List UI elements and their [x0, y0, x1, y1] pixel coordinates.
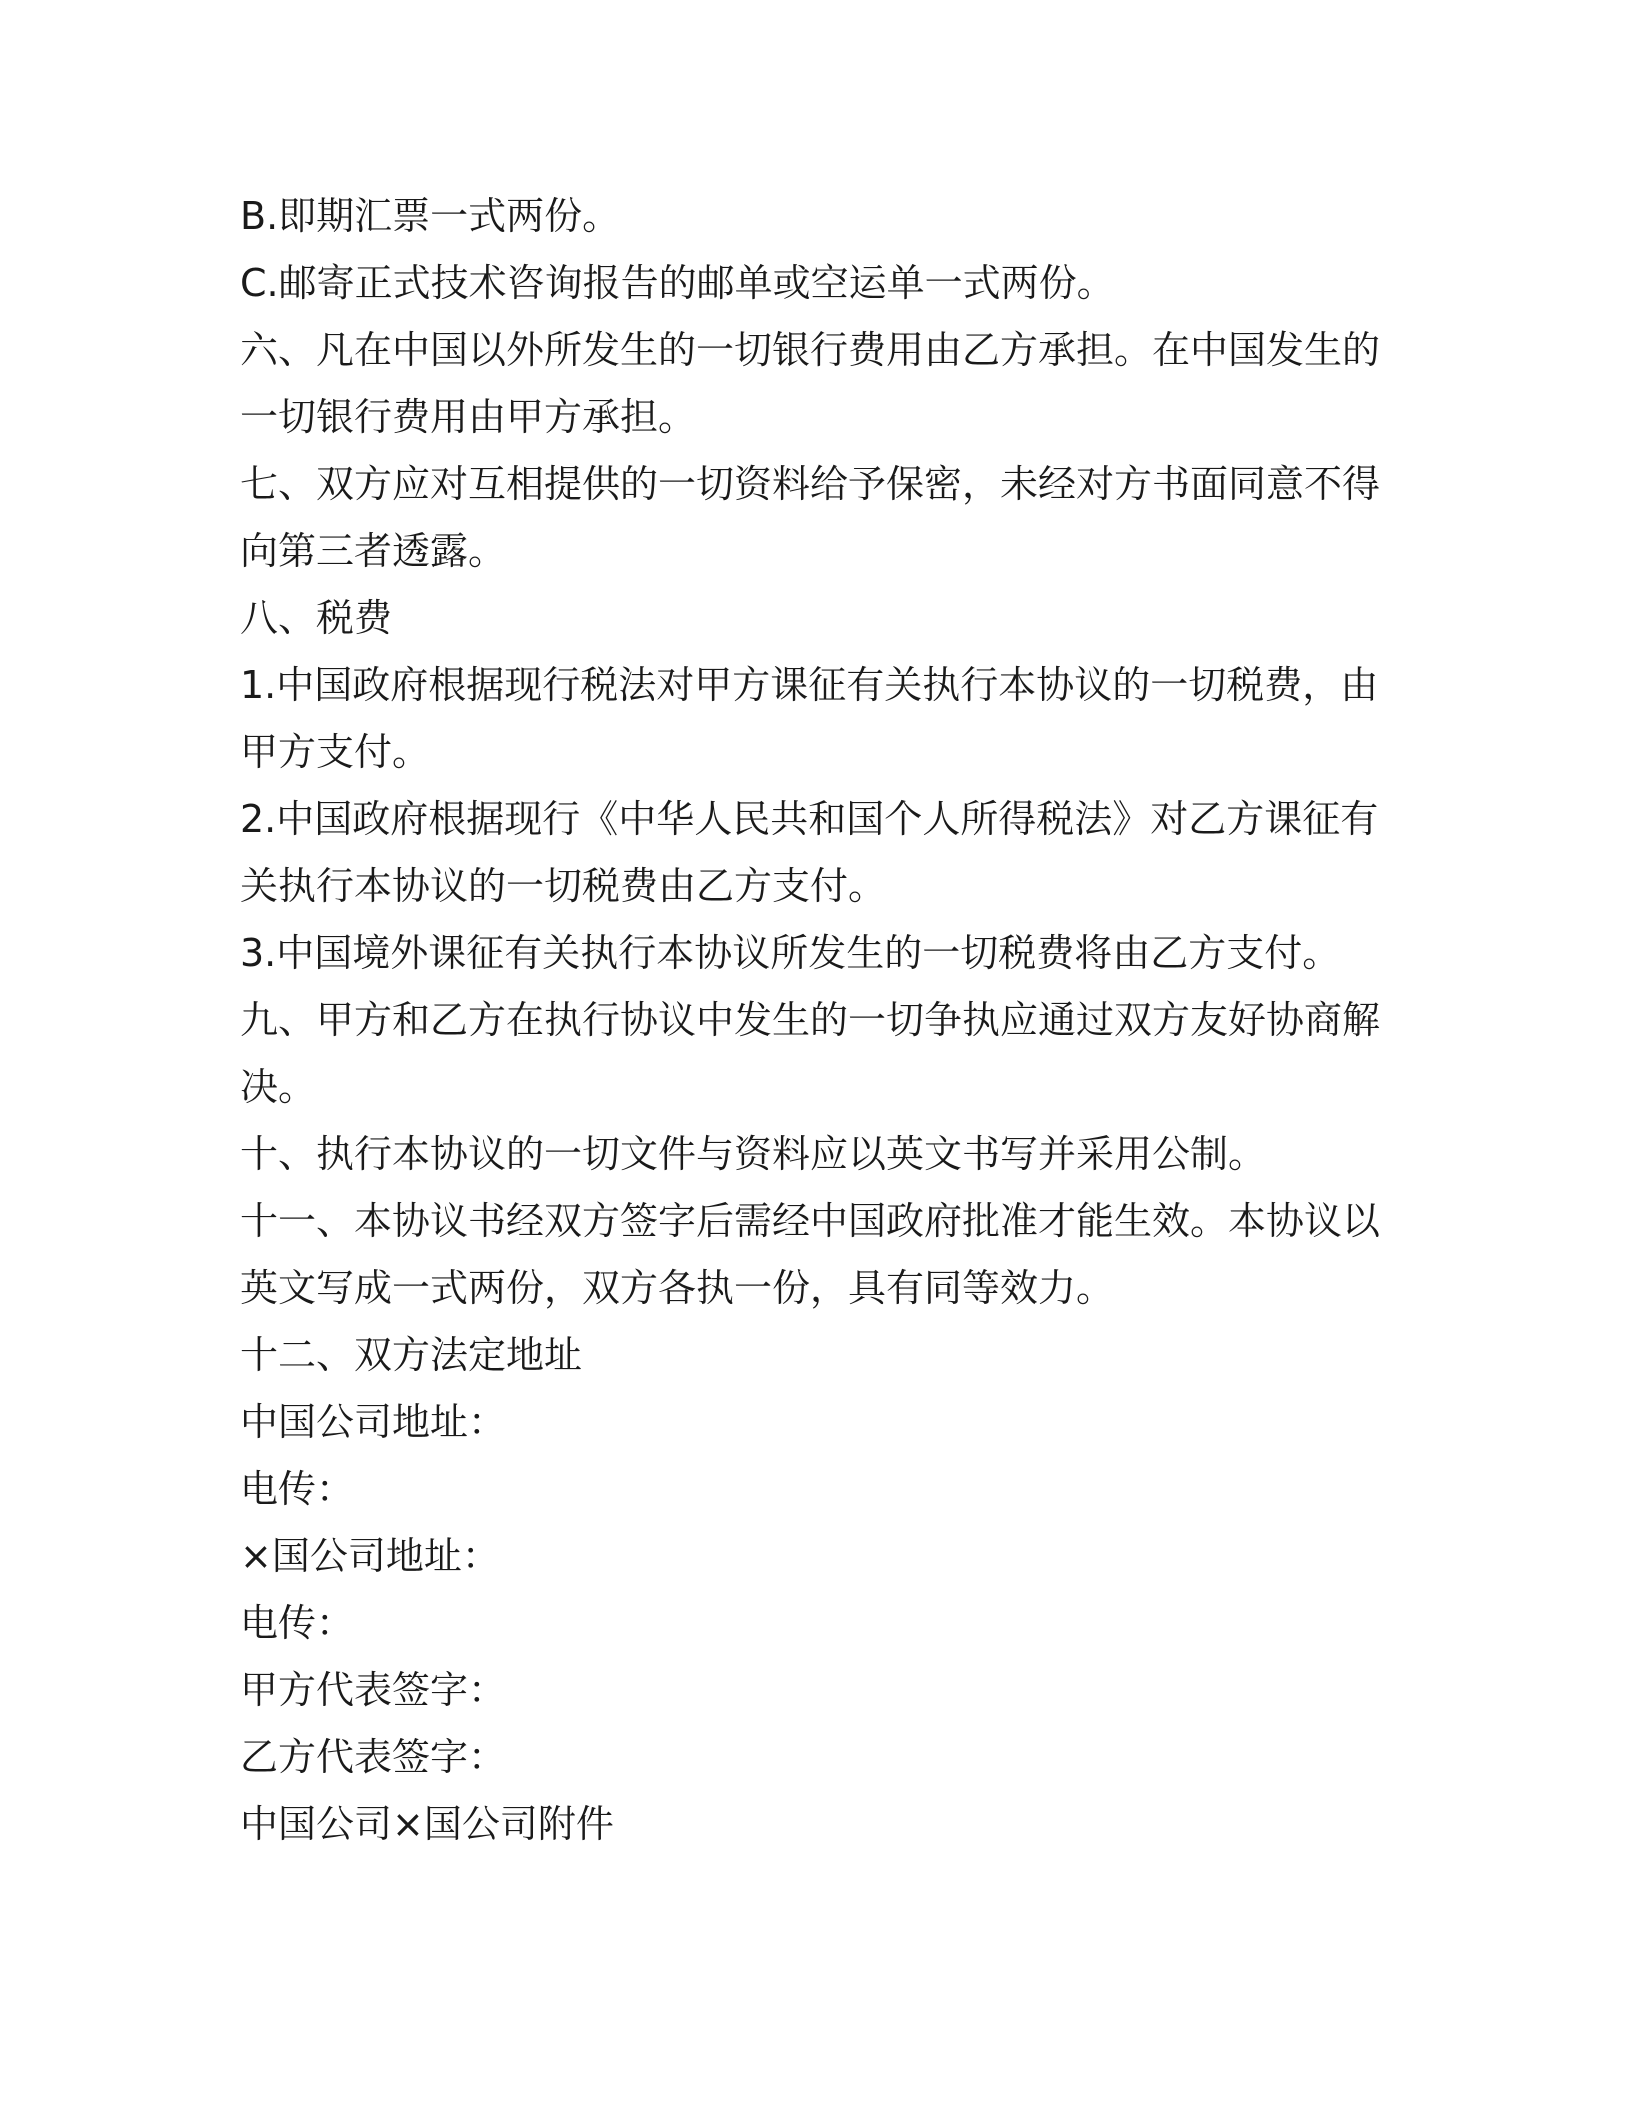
clause-11-effectiveness-line-1: 十一、本协议书经双方签字后需经中国政府批准才能生效。本协议以 [240, 1199, 1381, 1243]
item-b-sight-draft: B.即期汇票一式两份。 [240, 194, 621, 238]
clause-8-item-2-line-2: 关执行本协议的一切税费由乙方支付。 [240, 864, 887, 908]
clause-8-item-1-line-2: 甲方支付。 [240, 730, 431, 774]
clause-8-item-2-line-1: 2.中国政府根据现行《中华人民共和国个人所得税法》对乙方课征有 [240, 797, 1379, 841]
clause-8-taxes-heading: 八、税费 [240, 596, 393, 640]
clause-6-bank-fees-line-1: 六、凡在中国以外所发生的一切银行费用由乙方承担。在中国发生的 [240, 328, 1381, 372]
china-company-telex-field: 电传： [240, 1467, 355, 1511]
party-a-signature-field: 甲方代表签字： [240, 1668, 507, 1712]
clause-7-confidentiality-line-2: 向第三者透露。 [240, 529, 507, 573]
clause-12-addresses-heading: 十二、双方法定地址 [240, 1333, 583, 1377]
clause-11-effectiveness-line-2: 英文写成一式两份，双方各执一份，具有同等效力。 [240, 1266, 1115, 1310]
attachment-heading: 中国公司×国公司附件 [240, 1802, 614, 1846]
foreign-company-address-field: ×国公司地址： [240, 1534, 500, 1578]
foreign-company-telex-field: 电传： [240, 1601, 355, 1645]
clause-7-confidentiality-line-1: 七、双方应对互相提供的一切资料给予保密，未经对方书面同意不得 [240, 462, 1381, 506]
clause-8-item-1-line-1: 1.中国政府根据现行税法对甲方课征有关执行本协议的一切税费，由 [240, 663, 1379, 707]
clause-9-disputes-line-1: 九、甲方和乙方在执行协议中发生的一切争执应通过双方友好协商解 [240, 998, 1381, 1042]
item-c-mailing-receipt: C.邮寄正式技术咨询报告的邮单或空运单一式两份。 [240, 261, 1115, 305]
party-b-signature-field: 乙方代表签字： [240, 1735, 507, 1779]
clause-6-bank-fees-line-2: 一切银行费用由甲方承担。 [240, 395, 697, 439]
clause-9-disputes-line-2: 决。 [240, 1065, 317, 1109]
document-body [240, 183, 1381, 1858]
clause-10-language: 十、执行本协议的一切文件与资料应以英文书写并采用公制。 [240, 1132, 1267, 1176]
china-company-address-field: 中国公司地址： [240, 1400, 507, 1444]
clause-8-item-3: 3.中国境外课征有关执行本协议所发生的一切税费将由乙方支付。 [240, 931, 1341, 975]
